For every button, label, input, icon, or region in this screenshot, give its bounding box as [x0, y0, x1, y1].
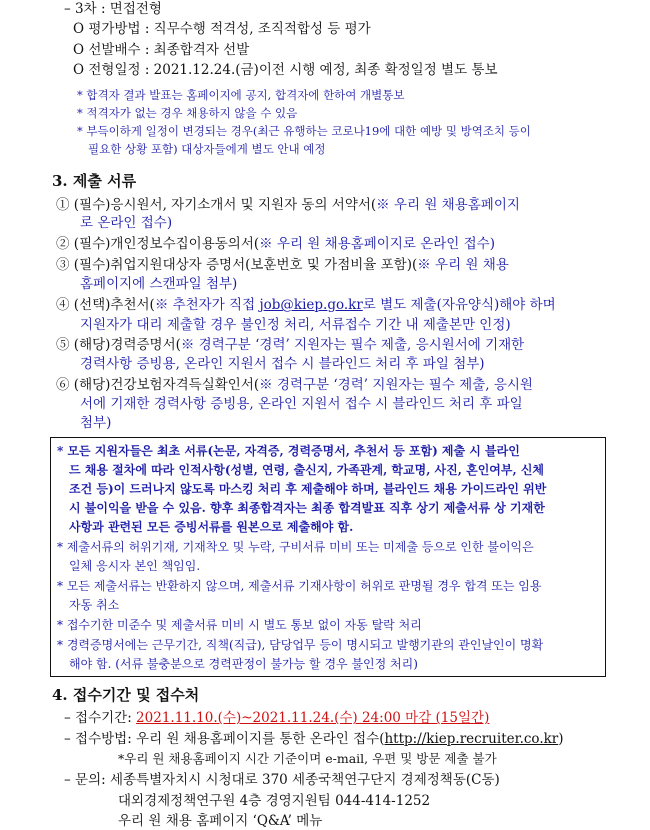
item-6-cont2: 첨부) — [80, 415, 112, 431]
item-text: (필수)취업지원대상자 증명서(보훈번호 및 가점비율 포함)( — [73, 257, 418, 273]
interview-stage-line: – 3차 : 면접전형 — [64, 1, 162, 17]
notice-line: 일체 응시자 본인 책임임. — [69, 559, 201, 573]
item-text: (해당)경력증명서( — [73, 337, 181, 353]
notice-line: * 제출서류의 허위기재, 기재착오 및 누락, 구비서류 미비 또는 미제출 등으로 인한 불이익은 — [57, 540, 534, 554]
item-note: ※ 경력구분 ‘경력’ 지원자는 필수 제출, 응시원 — [259, 377, 533, 393]
period-label: – 접수기간: — [64, 710, 137, 726]
method-end: ) — [558, 731, 564, 747]
inquiry-dept: 대외경제정책연구원 4층 경영지원팀 044-414-1252 — [118, 793, 431, 809]
item-number: ① — [56, 197, 70, 213]
notice-line: 시 불이익을 받을 수 있음. 향후 최종합격자는 최종 합격발표 직후 상기 제출서류 상 기재한 — [69, 501, 545, 515]
item-note: ※ 우리 원 채용홈페이지 — [376, 197, 520, 213]
item-note: ※ 우리 원 채용 — [417, 257, 509, 273]
item-text: (필수)개인정보수집이용동의서( — [73, 236, 260, 252]
item-number: ② — [56, 236, 70, 252]
notice-line: * 경력증명서에는 근무기간, 직책(직급), 담당업무 등이 명시되고 발행기관의 관인날인이 명확 — [57, 638, 544, 652]
item-1-cont: 로 온라인 접수) — [80, 215, 173, 231]
item-6 — [56, 376, 533, 394]
notice-box — [50, 437, 606, 677]
item-5 — [56, 336, 524, 354]
item-6-cont: 서에 기재한 경력사항 증빙용, 온라인 지원서 접수 시 블라인드 처리 후 파일 — [80, 396, 523, 412]
item-number: ⑤ — [56, 337, 70, 353]
item-number: ⑥ — [56, 377, 70, 393]
note-schedule-change: * 부득이하게 일정이 변경되는 경우(최근 유행하는 코로나19에 대한 예방 및 방역조치 등이 — [77, 124, 531, 138]
item-1 — [56, 196, 520, 214]
note-no-hire: * 적격자가 없는 경우 채용하지 않을 수 있음 — [77, 106, 298, 120]
item-note: 로 별도 제출(자유양식)해야 하며 — [362, 297, 556, 313]
item-4-cont: 지원자가 대리 제출할 경우 불인정 처리, 서류접수 기간 내 제출본만 인정) — [80, 317, 511, 333]
note-schedule-change-cont: 필요한 상황 포함) 대상자들에게 별도 안내 예정 — [88, 142, 326, 156]
notice-line: 해야 함. (서류 불충분으로 경력판정이 불가능 할 경우 불인정 처리) — [69, 657, 418, 671]
item-note: ※ 우리 원 채용홈페이지로 온라인 접수) — [259, 236, 495, 252]
item-note: ※ 경력구분 ‘경력’ 지원자는 필수 제출, 응시원서에 기재한 — [180, 337, 525, 353]
notice-line: * 모든 지원자들은 최초 서류(논문, 자격증, 경력증명서, 추천서 등 포함) 제출 시 블라인 — [57, 444, 520, 458]
item-number: ③ — [56, 257, 70, 273]
recruit-url-link[interactable]: http://kiep.recruiter.co.kr — [384, 731, 559, 747]
notice-line: 자동 취소 — [69, 598, 120, 612]
method-label: – 접수방법: 우리 원 채용홈페이지를 통한 온라인 접수( — [64, 731, 385, 747]
item-text: (선택)추천서( — [73, 297, 155, 313]
email-link[interactable]: job@kiep.go.kr — [259, 297, 363, 313]
notice-line: 조건 등)이 드러나지 않도록 마스킹 처리 후 제출해야 하며, 블라인드 채용 가이드라인 위반 — [69, 482, 547, 496]
item-3 — [56, 256, 509, 274]
method-line — [64, 730, 564, 748]
item-3-cont: 홈페이지에 스캔파일 첨부) — [80, 276, 238, 292]
notice-line: * 접수기한 미준수 및 제출서류 미비 시 별도 통보 없이 자동 탈락 처리 — [57, 618, 422, 632]
item-4 — [56, 296, 556, 314]
item-2 — [56, 235, 495, 253]
item-text: (필수)응시원서, 자기소개서 및 지원자 동의 서약서( — [73, 197, 377, 213]
selection-ratio-line: O 선발배수 : 최종합격자 선발 — [73, 42, 250, 58]
period-value: 2021.11.10.(수)~2021.11.24.(수) 24:00 마감 (15일간) — [136, 710, 490, 726]
eval-method-line: O 평가방법 : 직무수행 적격성, 조직적합성 등 평가 — [73, 21, 371, 37]
method-note: *우리 원 채용홈페이지 시간 기준이며 e-mail, 우편 및 방문 제출 불가 — [118, 751, 497, 766]
notice-line: 사항과 관련된 모든 증빙서류를 원본으로 제출해야 함. — [69, 520, 354, 534]
item-number: ④ — [56, 297, 70, 313]
section-title-receipt: 4. 접수기간 및 접수처 — [52, 686, 200, 704]
period-line — [64, 709, 489, 727]
notice-line: * 모든 제출서류는 반환하지 않으며, 제출서류 기재사항이 허위로 판명될 경우 합격 또는 임용 — [57, 579, 542, 593]
notice-line: 드 채용 절차에 따라 인적사항(성별, 연령, 출신지, 가족관계, 학교명, 사진, 혼인여부, 신체 — [69, 463, 545, 477]
inquiry-qa: 우리 원 채용 홈페이지 ‘Q&A’ 메뉴 — [118, 813, 323, 829]
item-5-cont: 경력사항 증빙용, 온라인 지원서 접수 시 블라인드 처리 후 파일 첨부) — [80, 356, 485, 372]
section-title-documents: 3. 제출 서류 — [52, 172, 137, 190]
schedule-line: O 전형일정 : 2021.12.24.(금)이전 시행 예정, 최종 확정일정 별도 통보 — [73, 62, 498, 78]
item-text: (해당)건강보험자격득실확인서( — [73, 377, 260, 393]
inquiry-line: – 문의: 세종특별자치시 시청대로 370 세종국책연구단지 경제정책동(C동) — [64, 772, 500, 788]
note-result: * 합격자 결과 발표는 홈페이지에 공지, 합격자에 한하여 개별통보 — [77, 88, 405, 102]
item-note: ※ 추천자가 직접 — [154, 297, 260, 313]
